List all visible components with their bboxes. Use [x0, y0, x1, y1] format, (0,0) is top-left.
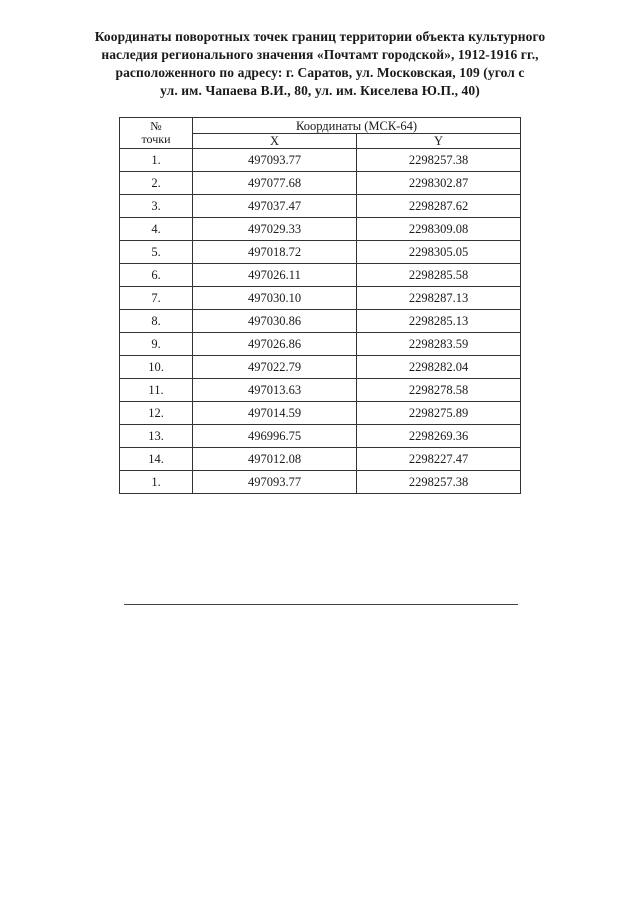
table-row	[120, 264, 521, 287]
table-row	[120, 425, 521, 448]
y-coordinate-cell: 2298309.08	[357, 218, 521, 241]
table-row	[120, 402, 521, 425]
x-coordinate-cell: 497022.79	[193, 356, 357, 379]
x-coordinate-cell: 496996.75	[193, 425, 357, 448]
table-row	[120, 379, 521, 402]
point-number-cell: 8.	[120, 310, 193, 333]
table-row	[120, 195, 521, 218]
title-line-4: ул. им. Чапаева В.И., 80, ул. им. Киселева Ю.П., 40)	[160, 83, 480, 98]
y-coordinate-cell: 2298269.36	[357, 425, 521, 448]
title-line-3: расположенного по адресу: г. Саратов, ул. Московская, 109 (угол с	[115, 65, 525, 80]
coordinates-group-header: Координаты (МСК-64)	[193, 118, 521, 134]
x-coordinate-cell: 497093.77	[193, 471, 357, 494]
y-coordinate-cell: 2298283.59	[357, 333, 521, 356]
table-row	[120, 287, 521, 310]
title-line-2: наследия регионального значения «Почтамт городской», 1912-1916 гг.,	[101, 47, 539, 62]
y-coordinate-cell: 2298275.89	[357, 402, 521, 425]
table-row	[120, 241, 521, 264]
y-coordinate-cell: 2298305.05	[357, 241, 521, 264]
x-coordinate-cell: 497077.68	[193, 172, 357, 195]
y-coordinate-cell: 2298257.38	[357, 149, 521, 172]
y-coordinate-cell: 2298257.38	[357, 471, 521, 494]
signature-line	[124, 604, 518, 605]
point-number-cell: 6.	[120, 264, 193, 287]
x-column-header: X	[193, 134, 357, 149]
table-row	[120, 218, 521, 241]
point-number-cell: 2.	[120, 172, 193, 195]
point-number-header-label: точки	[141, 132, 171, 146]
point-number-cell: 9.	[120, 333, 193, 356]
table-row	[120, 356, 521, 379]
point-number-cell: 4.	[120, 218, 193, 241]
x-coordinate-cell: 497012.08	[193, 448, 357, 471]
table-row	[120, 333, 521, 356]
table-row	[120, 149, 521, 172]
y-coordinate-cell: 2298278.58	[357, 379, 521, 402]
table-row	[120, 448, 521, 471]
point-number-header-symbol: №	[150, 119, 162, 133]
x-coordinate-cell: 497013.63	[193, 379, 357, 402]
point-number-cell: 1.	[120, 471, 193, 494]
table-row	[120, 172, 521, 195]
table-row	[120, 310, 521, 333]
document-title	[50, 28, 590, 100]
x-coordinate-cell: 497030.86	[193, 310, 357, 333]
y-coordinate-cell: 2298287.62	[357, 195, 521, 218]
x-coordinate-cell: 497029.33	[193, 218, 357, 241]
table-row	[120, 471, 521, 494]
x-coordinate-cell: 497037.47	[193, 195, 357, 218]
point-number-header	[120, 118, 193, 149]
coordinates-table	[119, 117, 521, 494]
point-number-cell: 14.	[120, 448, 193, 471]
x-coordinate-cell: 497026.11	[193, 264, 357, 287]
point-number-cell: 7.	[120, 287, 193, 310]
point-number-cell: 10.	[120, 356, 193, 379]
x-coordinate-cell: 497093.77	[193, 149, 357, 172]
y-coordinate-cell: 2298282.04	[357, 356, 521, 379]
point-number-cell: 11.	[120, 379, 193, 402]
y-column-header: Y	[357, 134, 521, 149]
x-coordinate-cell: 497014.59	[193, 402, 357, 425]
coordinates-table-body	[120, 149, 521, 494]
y-coordinate-cell: 2298287.13	[357, 287, 521, 310]
point-number-cell: 3.	[120, 195, 193, 218]
y-coordinate-cell: 2298227.47	[357, 448, 521, 471]
title-line-1: Координаты поворотных точек границ территории объекта культурного	[94, 29, 546, 44]
y-coordinate-cell: 2298285.13	[357, 310, 521, 333]
x-coordinate-cell: 497018.72	[193, 241, 357, 264]
point-number-cell: 12.	[120, 402, 193, 425]
point-number-cell: 13.	[120, 425, 193, 448]
x-coordinate-cell: 497030.10	[193, 287, 357, 310]
y-coordinate-cell: 2298285.58	[357, 264, 521, 287]
y-coordinate-cell: 2298302.87	[357, 172, 521, 195]
x-coordinate-cell: 497026.86	[193, 333, 357, 356]
point-number-cell: 5.	[120, 241, 193, 264]
point-number-cell: 1.	[120, 149, 193, 172]
